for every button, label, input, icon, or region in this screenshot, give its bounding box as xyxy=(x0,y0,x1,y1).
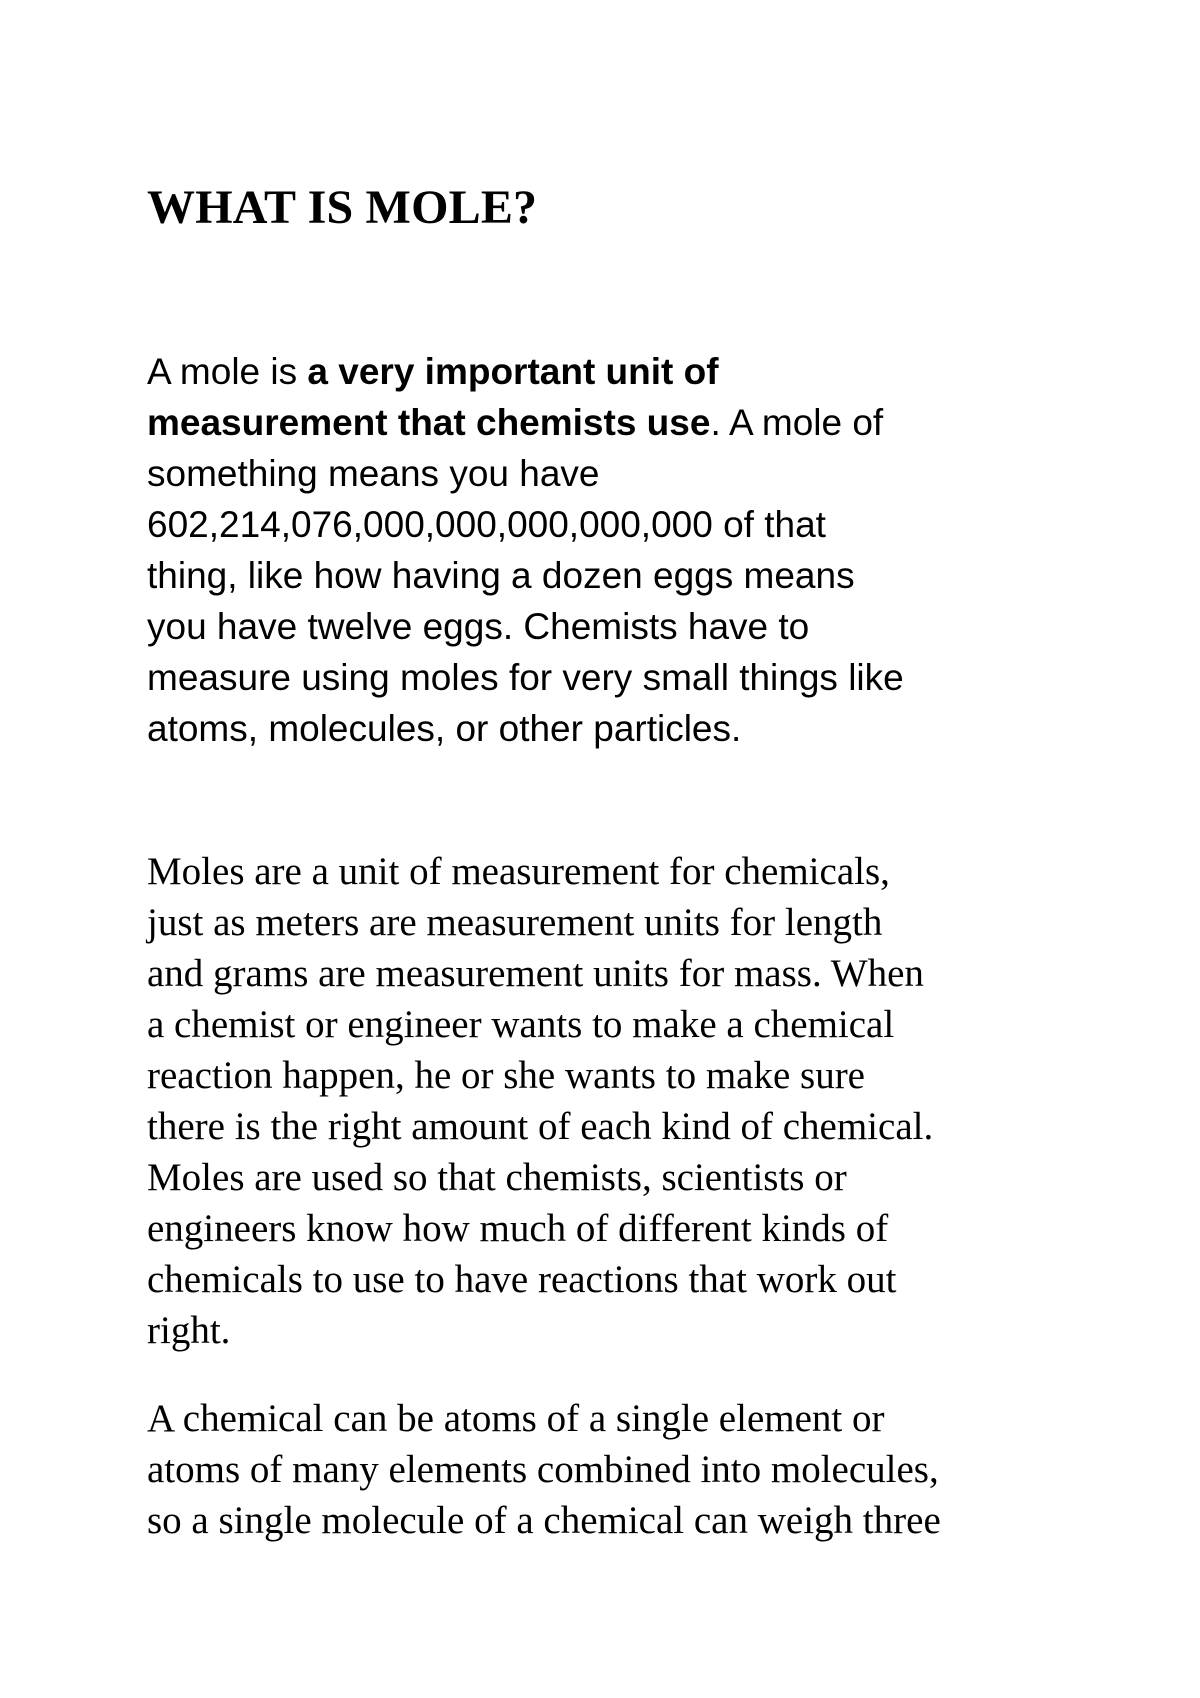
text-line: atoms, molecules, or other particles. xyxy=(147,708,742,749)
text-line: right. xyxy=(147,1309,231,1352)
text-line: chemicals to use to have reactions that work out xyxy=(147,1258,897,1301)
text-line: engineers know how much of different kinds of xyxy=(147,1207,889,1250)
text-line: and grams are measurement units for mass. When xyxy=(147,952,924,995)
text-line: so a single molecule of a chemical can weigh three xyxy=(147,1499,941,1542)
bold-text-run: measurement that chemists use xyxy=(147,402,711,443)
text-line: measure using moles for very small things like xyxy=(147,657,904,698)
text-line: just as meters are measurement units for length xyxy=(147,901,883,944)
text-line: a chemist or engineer wants to make a chemical xyxy=(147,1003,895,1046)
bold-text-run: a very important unit of xyxy=(307,351,719,392)
paragraph-mole-definition xyxy=(147,346,1097,754)
text-line: reaction happen, he or she wants to make sure xyxy=(147,1054,865,1097)
text-run: . A mole of xyxy=(710,402,884,443)
page-title: WHAT IS MOLE? xyxy=(147,181,538,234)
text-line: you have twelve eggs. Chemists have to xyxy=(147,606,810,647)
text-line: something means you have xyxy=(147,453,600,494)
paragraph-moles-as-units xyxy=(147,846,1097,1356)
text-run: A mole is xyxy=(147,351,308,392)
text-line xyxy=(147,346,1097,397)
paragraph-chemical-composition xyxy=(147,1393,1097,1546)
text-line: Moles are used so that chemists, scientists or xyxy=(147,1156,847,1199)
text-line: A chemical can be atoms of a single element or xyxy=(147,1397,885,1440)
text-line: thing, like how having a dozen eggs means xyxy=(147,555,855,596)
text-line: atoms of many elements combined into molecules, xyxy=(147,1448,939,1491)
text-line: there is the right amount of each kind of chemical. xyxy=(147,1105,934,1148)
text-line: 602,214,076,000,000,000,000,000 of that xyxy=(147,504,826,545)
text-line xyxy=(147,397,1097,448)
text-line: Moles are a unit of measurement for chemicals, xyxy=(147,850,890,893)
